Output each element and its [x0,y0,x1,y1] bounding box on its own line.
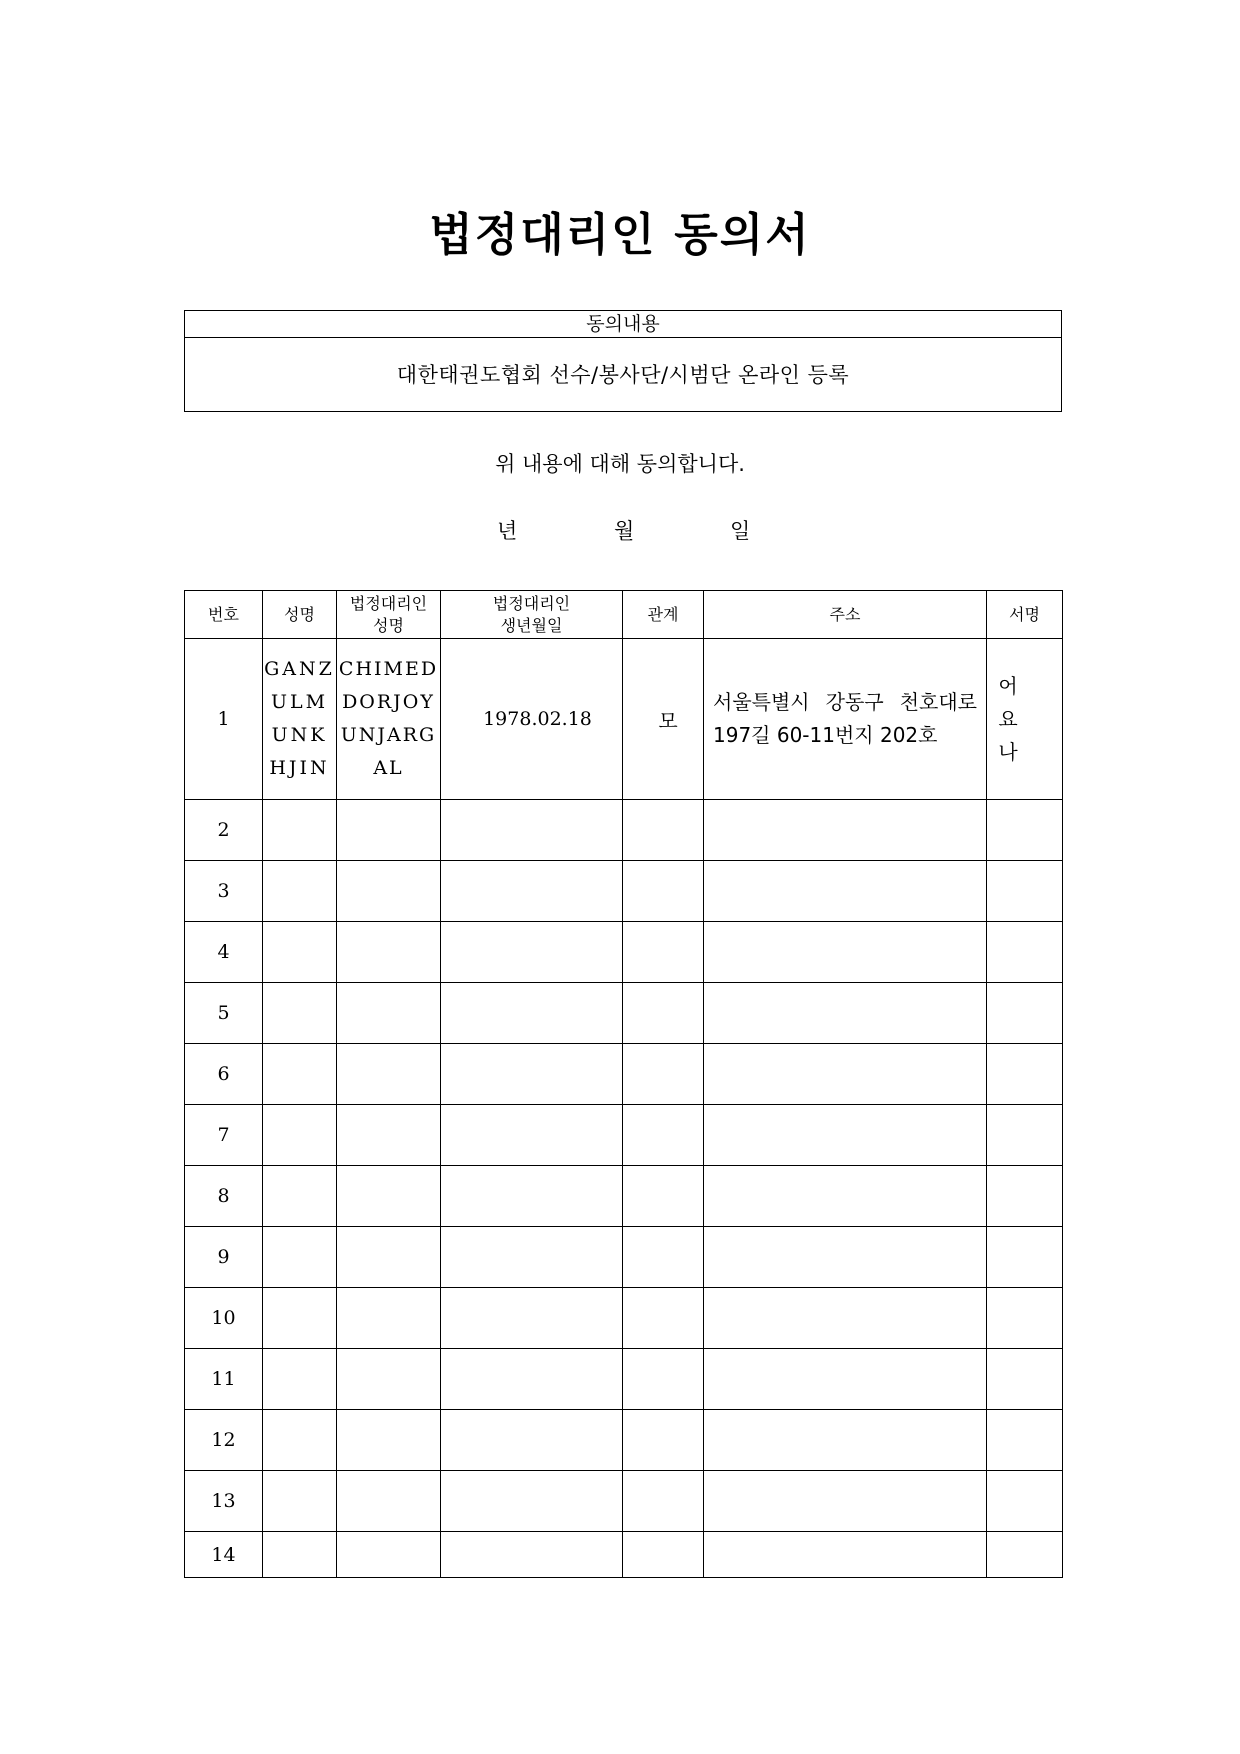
header-guardian-name-line1: 법정대리인 [349,593,428,613]
cell-name [263,800,337,861]
cell-relation [623,922,704,983]
cell-no: 3 [185,861,263,922]
table-row [185,1044,1063,1105]
header-guardian-name [337,591,441,639]
table-row [185,1166,1063,1227]
table-row [185,1288,1063,1349]
cell-guardian-birth: 1978.02.18 [441,639,623,800]
cell-name [263,1166,337,1227]
cell-name [263,1105,337,1166]
cell-relation [623,861,704,922]
cell-signature [987,1288,1063,1349]
cell-signature-text: 어요나 [998,673,1032,764]
header-signature: 서명 [987,591,1063,639]
table-row [185,1410,1063,1471]
cell-no: 6 [185,1044,263,1105]
cell-guardian-name [337,1166,441,1227]
cell-guardian-birth [441,1227,623,1288]
cell-relation [623,1166,704,1227]
consent-box [184,310,1062,412]
cell-guardian-name [337,1410,441,1471]
cell-signature [987,1044,1063,1105]
cell-no: 9 [185,1227,263,1288]
cell-no: 7 [185,1105,263,1166]
table-row [185,861,1063,922]
cell-relation [623,800,704,861]
date-day-label: 일 [730,519,751,543]
header-relation: 관계 [623,591,704,639]
cell-address-text: 서울특별시 강동구 천호대로 197길 60-11번지 202호 [713,690,977,747]
cell-name [263,861,337,922]
cell-no: 14 [185,1532,263,1578]
cell-no: 1 [185,639,263,800]
header-guardian-birth-line2: 생년월일 [500,615,563,635]
cell-guardian-name [337,800,441,861]
header-guardian-birth-line1: 법정대리인 [492,593,571,613]
cell-name [263,1044,337,1105]
header-guardian-name-line2: 성명 [373,615,404,635]
cell-name-text: GANZULMUNKHJIN [264,658,335,779]
cell-relation [623,1410,704,1471]
table-row [185,1105,1063,1166]
cell-address [704,1471,987,1532]
table-header-row [185,591,1063,639]
table-row [185,1349,1063,1410]
table-row [185,639,1063,800]
cell-name [263,922,337,983]
cell-signature [987,639,1063,800]
agreement-statement: 위 내용에 대해 동의합니다. [495,452,745,476]
cell-guardian-name [337,922,441,983]
cell-relation [623,1532,704,1578]
document-title: 법정대리인 동의서 [429,208,811,261]
consent-header: 동의내용 [185,311,1061,338]
consent-content: 대한태권도협회 선수/봉사단/시범단 온라인 등록 [396,363,850,387]
cell-signature [987,922,1063,983]
cell-no: 12 [185,1410,263,1471]
cell-address [704,1227,987,1288]
cell-address [704,1532,987,1578]
header-guardian-birth [441,591,623,639]
cell-guardian-name [337,1105,441,1166]
cell-relation [623,983,704,1044]
cell-no: 4 [185,922,263,983]
table-row [185,800,1063,861]
cell-signature [987,1349,1063,1410]
header-name: 성명 [263,591,337,639]
cell-signature [987,1166,1063,1227]
cell-guardian-birth [441,1471,623,1532]
cell-address [704,1044,987,1105]
table-row [185,1532,1063,1578]
cell-guardian-name [337,1044,441,1105]
cell-address [704,1410,987,1471]
cell-name [263,639,337,800]
cell-guardian-birth [441,1288,623,1349]
date-month-label: 월 [614,519,635,543]
cell-name [263,1227,337,1288]
cell-no: 13 [185,1471,263,1532]
table-row [185,1471,1063,1532]
cell-no: 8 [185,1166,263,1227]
cell-guardian-name [337,1227,441,1288]
table-row [185,1227,1063,1288]
cell-no: 2 [185,800,263,861]
header-address: 주소 [704,591,987,639]
cell-address [704,861,987,922]
table-row [185,922,1063,983]
cell-guardian-name [337,1532,441,1578]
cell-guardian-birth [441,922,623,983]
cell-name [263,1288,337,1349]
cell-address [704,922,987,983]
cell-relation [623,1471,704,1532]
cell-no: 5 [185,983,263,1044]
cell-address [704,800,987,861]
cell-relation [623,1227,704,1288]
cell-guardian-name [337,1349,441,1410]
cell-signature [987,1227,1063,1288]
cell-guardian-birth [441,800,623,861]
cell-signature [987,800,1063,861]
cell-signature [987,1471,1063,1532]
header-no: 번호 [185,591,263,639]
cell-guardian-birth [441,1532,623,1578]
cell-address [704,639,987,800]
cell-relation [623,1349,704,1410]
cell-guardian-name [337,1471,441,1532]
cell-address [704,1349,987,1410]
cell-address [704,1288,987,1349]
cell-relation [623,1044,704,1105]
date-year-label: 년 [497,519,518,543]
cell-name [263,1410,337,1471]
cell-signature [987,1532,1063,1578]
cell-name [263,1532,337,1578]
cell-no: 10 [185,1288,263,1349]
cell-relation [623,1288,704,1349]
cell-guardian-name-text: CHIMEDDORJOYUNJARGAL [338,658,439,779]
cell-guardian-birth [441,1044,623,1105]
cell-relation [623,1105,704,1166]
cell-relation: 모 [623,639,704,800]
table-row [185,983,1063,1044]
cell-guardian-name [337,861,441,922]
cell-signature [987,1105,1063,1166]
cell-guardian-name [337,1288,441,1349]
cell-signature [987,1410,1063,1471]
cell-name [263,1471,337,1532]
cell-signature [987,861,1063,922]
cell-name [263,1349,337,1410]
cell-guardian-birth [441,1105,623,1166]
cell-signature [987,983,1063,1044]
cell-guardian-birth [441,1166,623,1227]
cell-guardian-birth [441,1349,623,1410]
guardian-registry-table [184,590,1063,1578]
cell-guardian-name [337,639,441,800]
cell-guardian-birth [441,1410,623,1471]
cell-guardian-name [337,983,441,1044]
cell-guardian-birth [441,861,623,922]
cell-address [704,1166,987,1227]
cell-address [704,983,987,1044]
cell-guardian-birth [441,983,623,1044]
cell-address [704,1105,987,1166]
cell-name [263,983,337,1044]
cell-no: 11 [185,1349,263,1410]
